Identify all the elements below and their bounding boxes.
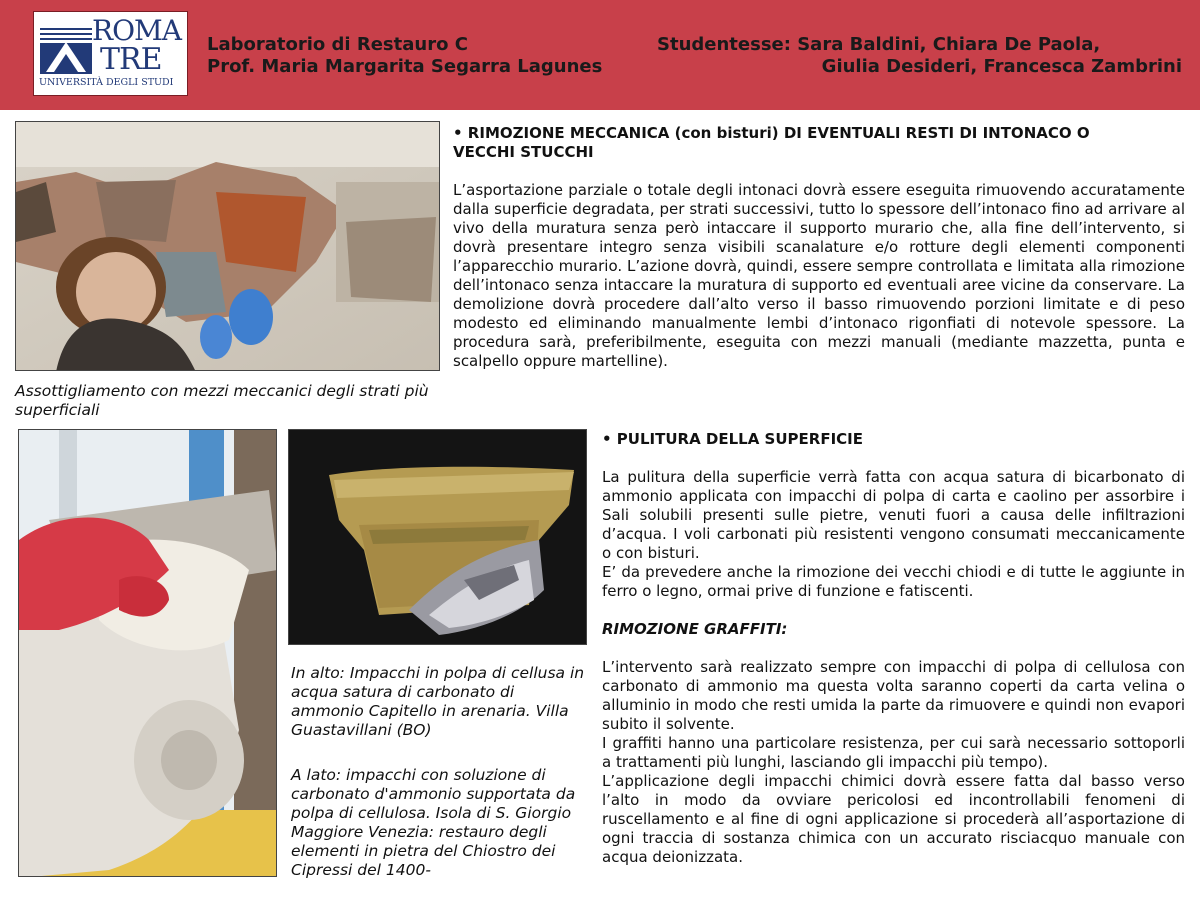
professor-name: Prof. Maria Margarita Segarra Lagunes — [207, 56, 603, 77]
section1-heading-line1: • RIMOZIONE MECCANICA (con bisturi) DI EVENTUALI RESTI DI INTONACO O — [453, 124, 1090, 142]
section2-body-2: E’ da prevedere anche la rimozione dei vecchi chiodi e di tutte le aggiunte in ferro o legno, ormai prive di funzione e fatiscenti. — [602, 563, 1185, 600]
graffiti-subheading: RIMOZIONE GRAFFITI: — [602, 620, 788, 638]
logo-subtitle: UNIVERSITÀ DEGLI STUDI — [39, 77, 174, 88]
section2-heading: • PULITURA DELLA SUPERFICIE — [602, 430, 863, 448]
students-line-1: Studentesse: Sara Baldini, Chiara De Paola, — [657, 34, 1101, 55]
graffiti-body-3: L’applicazione degli impacchi chimici dovrà essere fatta dal basso verso l’alto in modo da ovviare pericolosi ed incontrollabili fenomeni di ruscellamento e al fine di ogni applicazione si procederà all’asportazione di ogni traccia di sostanza chimica con un accurato risciacquo manuale con acqua deionizzata. — [602, 772, 1185, 866]
caption-fresco: Assottigliamento con mezzi meccanici degli strati più superficiali — [15, 382, 429, 419]
caption-san-giorgio: A lato: impacchi con soluzione di carbonato d'ammonio supportata da polpa di cellulosa. Isola di S. Giorgio Maggiore Venezia: restauro degli elementi in pietra del Chiostro dei Cipressi del 1400- — [291, 766, 576, 879]
lab-title: Laboratorio di Restauro C — [207, 34, 468, 55]
roma-tre-emblem-icon — [40, 16, 92, 74]
university-logo — [33, 11, 188, 96]
graffiti-body-1: L’intervento sarà realizzato sempre con impacchi di polpa di cellulosa con carbonato di ammonio ma questa volta saranno coperti da carta velina o alluminio in modo che resti umida la parte da rimuovere e quindi non evapori subito il solvente. — [602, 658, 1185, 733]
section1-heading-line2: VECCHI STUCCHI — [453, 143, 594, 161]
section1-body: L’asportazione parziale o totale degli intonaci dovrà essere eseguita rimuovendo accuratamente dalla superficie degradata, per strati successivi, tutto lo spessore dell’intonaco fino ad arrivare al vivo della muratura senza però intaccare il supporto murario che, alla fine dell’intervento, si dovrà presentare integro senza visibili scanalature e/o rotture degli elementi componenti l’apparecchio murario. L’azione dovrà, quindi, essere sempre controllata e limitata alla rimozione dell’intonaco senza intaccare la muratura di supporto ed eventuali aree vicine da conservare. La demolizione dovrà procedere dall’alto verso il basso rimuovendo porzioni limitate e di peso modesto ed eliminando manualmente lembi d’intonaco rigonfiati di notevole spessore. La procedura sarà, preferibilmente, eseguita con mezzi manuali (mediante mazzetta, punta e scalpello oppure martelline). — [453, 181, 1185, 370]
logo-tre-text: TRE — [100, 42, 162, 77]
photo-fresco-restoration — [15, 121, 440, 371]
students-line-2: Giulia Desideri, Francesca Zambrini — [821, 56, 1182, 77]
section2-block — [602, 430, 1185, 867]
logo-roma-text: ROMA — [92, 14, 181, 47]
section2-body-1: La pulitura della superficie verrà fatta con acqua satura di bicarbonato di ammonio applicata con impacchi di polpa di carta e caolino per assorbire i Sali solubili presenti sulle pietre, venuti fuori a causa delle infiltrazioni d’acqua. I voli carbonati più resistenti vengono consumati meccanicamente o con bisturi. — [602, 468, 1185, 562]
photo-sandstone-capital — [288, 429, 587, 645]
caption-villa-guastavillani: In alto: Impacchi in polpa di cellusa in acqua satura di carbonato di ammonio Capitello in arenaria. Villa Guastavillani (BO) — [291, 664, 585, 739]
section1-block — [453, 124, 1185, 371]
header-band — [0, 0, 1200, 110]
photo-capital-poultice — [18, 429, 277, 877]
graffiti-body-2: I graffiti hanno una particolare resistenza, per cui sarà necessario sottoporli a trattamenti più lunghi, lasciando gli impacchi più tempo). — [602, 734, 1185, 771]
